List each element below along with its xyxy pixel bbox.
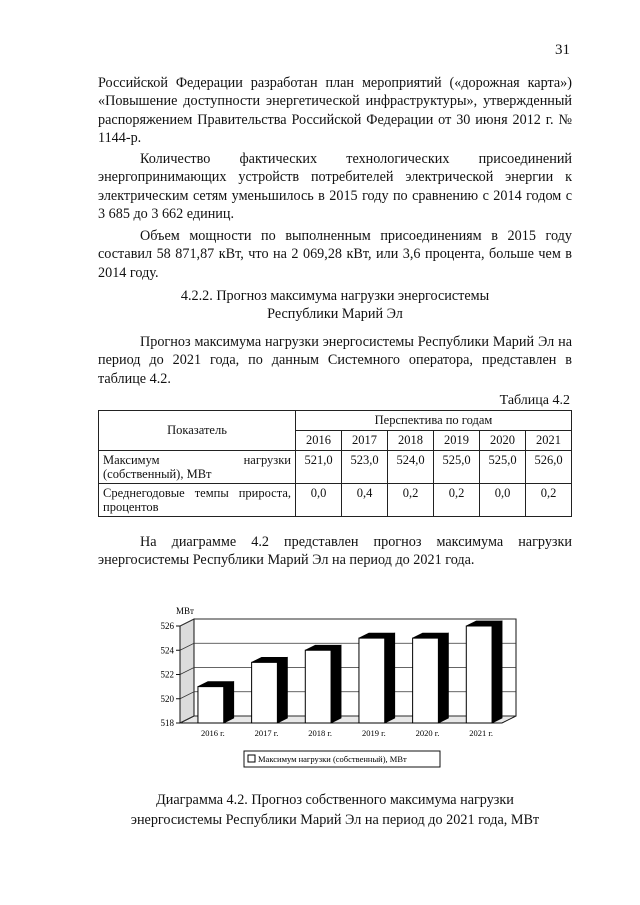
chart-y-tick-label: 520 xyxy=(160,693,174,704)
chart-y-tick-label: 522 xyxy=(160,669,174,680)
table-year: 2016 xyxy=(296,431,342,451)
chart-bar-side xyxy=(492,621,502,723)
table-cell: 521,0 xyxy=(296,451,342,484)
table-cell: 0,2 xyxy=(434,484,480,517)
paragraph-capacity: Объем мощности по выполненным присоединениям в 2015 году составил 58 871,87 кВт, что на 2 069,28 кВт, или 3,6 процента, больше чем в 2014 году. xyxy=(98,228,572,281)
chart-bar-side xyxy=(224,682,234,723)
load-forecast-chart xyxy=(160,600,520,775)
table-cell: 525,0 xyxy=(434,451,480,484)
table-caption: Таблица 4.2 xyxy=(499,393,570,408)
table-year: 2021 xyxy=(526,431,572,451)
diagram-caption xyxy=(98,790,572,830)
paragraph-diagram-intro: На диаграмме 4.2 представлен прогноз максимума нагрузки энергосистемы Республики Марий Эл на период до 2021 года. xyxy=(98,534,572,569)
chart-y-tick-label: 526 xyxy=(160,621,174,631)
table-row-label: Максимум нагрузки (собственный), МВт xyxy=(99,451,296,484)
chart-bar-side xyxy=(331,645,341,723)
table-cell: 524,0 xyxy=(388,451,434,484)
section-heading-line1: 4.2.2. Прогноз максимума нагрузки энергосистемы xyxy=(180,288,490,304)
table-cell: 523,0 xyxy=(342,451,388,484)
chart-y-tick-label: 518 xyxy=(160,718,174,728)
chart-bar-side xyxy=(385,633,395,723)
chart-x-tick-label: 2018 г. xyxy=(308,728,333,738)
table-year: 2018 xyxy=(388,431,434,451)
chart-bar-side xyxy=(438,633,448,723)
chart-bar xyxy=(198,687,224,723)
forecast-table xyxy=(98,410,572,517)
chart-bar xyxy=(413,638,439,723)
section-heading-line2: Республики Марий Эл xyxy=(267,306,403,323)
chart-y-axis-label: МВт xyxy=(176,606,194,616)
chart-x-tick-label: 2017 г. xyxy=(254,728,279,738)
section-heading xyxy=(98,287,572,324)
table-cell: 0,2 xyxy=(388,484,434,517)
chart-x-tick-label: 2019 г. xyxy=(361,728,386,738)
chart-x-tick-label: 2021 г. xyxy=(469,728,494,738)
chart-legend-swatch xyxy=(248,755,255,762)
chart-y-tick-label: 524 xyxy=(160,645,174,656)
table-group-header: Перспектива по годам xyxy=(296,411,572,431)
table-cell: 0,2 xyxy=(526,484,572,517)
table-year: 2017 xyxy=(342,431,388,451)
table-col-header: Показатель xyxy=(99,411,296,451)
table-row-label: Среднегодовые темпы прироста, процентов xyxy=(99,484,296,517)
chart-bar xyxy=(252,662,278,723)
paragraph-roadmap: Российской Федерации разработан план мероприятий («дорожная карта») «Повышение доступности энергетической инфраструктуры», утвержденный распоряжением Правительства Российской Федерации от 30 июня 2012 г. № 1144-р. xyxy=(98,75,572,147)
chart-bar xyxy=(466,626,492,723)
paragraph-forecast-intro: Прогноз максимума нагрузки энергосистемы Республики Марий Эл на период до 2021 года, по данным Системного оператора, представлен в таблице 4.2. xyxy=(98,334,572,387)
chart-bar xyxy=(305,650,331,723)
page-number: 31 xyxy=(555,42,570,58)
chart-bar-side xyxy=(277,657,287,723)
table-cell: 0,0 xyxy=(296,484,342,517)
chart-x-tick-label: 2020 г. xyxy=(415,728,440,738)
diagram-caption-line1: Диаграмма 4.2. Прогноз собственного максимума нагрузки xyxy=(156,792,514,808)
table-cell: 525,0 xyxy=(480,451,526,484)
table-year: 2019 xyxy=(434,431,480,451)
table-cell: 0,4 xyxy=(342,484,388,517)
table-cell: 526,0 xyxy=(526,451,572,484)
chart-legend-label: Максимум нагрузки (собственный), МВт xyxy=(258,754,407,764)
table-year: 2020 xyxy=(480,431,526,451)
table-row xyxy=(99,451,572,484)
table-cell: 0,0 xyxy=(480,484,526,517)
chart-x-tick-label: 2016 г. xyxy=(200,728,225,738)
table-row xyxy=(99,484,572,517)
diagram-caption-line2: энергосистемы Республики Марий Эл на период до 2021 года, МВт xyxy=(130,812,540,828)
chart-bar xyxy=(359,638,385,723)
paragraph-connections-count: Количество фактических технологических присоединений энергопринимающих устройств потребителей электрической энергии к электрическим сетям уменьшилось в 2015 году по сравнению с 2014 годом с 3 685 до 3 662 единиц. xyxy=(98,151,572,223)
